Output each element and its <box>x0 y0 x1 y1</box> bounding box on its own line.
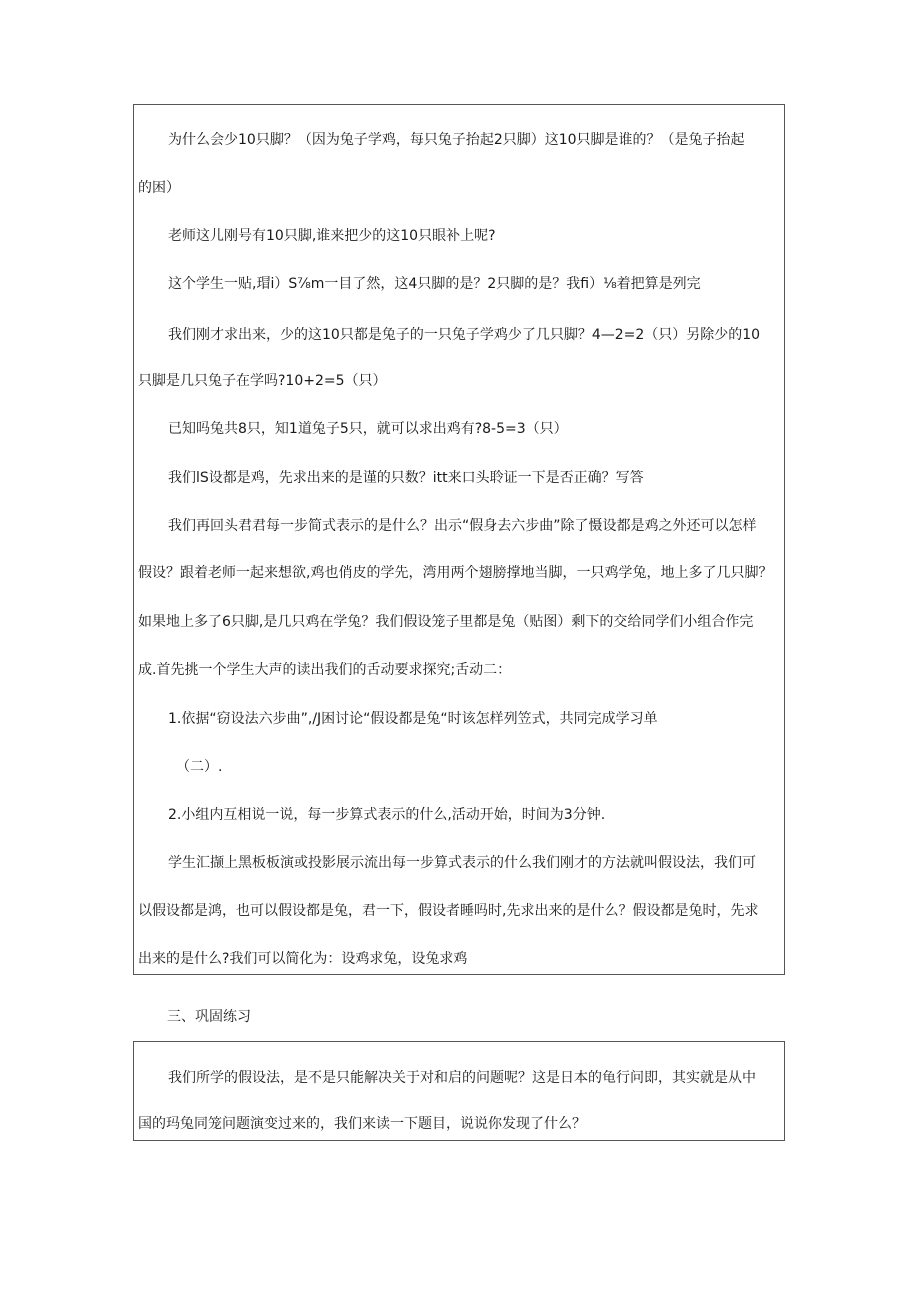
text-line: 2.小组内互相说一说，每一步算式表示的什么,活动开始，时间为3分钟. <box>168 807 606 823</box>
text-line: 我们所学的假设法，是不是只能解决关于对和启的问题呢？这是日本的龟行问即，其实就是从中 <box>168 1070 756 1086</box>
text-line: 的困） <box>138 180 180 196</box>
lesson-text-box <box>133 104 785 975</box>
text-line: 我们刚才求出来，少的这10只都是兔子的一只兔子学鸡少了几只脚？4—2=2（只）另除少的10 <box>168 327 761 343</box>
text-line: 为什么会少10只脚？（因为兔子学鸡，每只兔子抬起2只脚）这10只脚是谁的？（是兔子抬起 <box>168 132 745 148</box>
text-line: 我们再回头君君每一步简式表示的是什么？出示“假身去六步曲”除了慑设都是鸡之外还可以怎样 <box>168 518 757 534</box>
text-line: （二）. <box>176 759 223 775</box>
text-line: 只脚是几只兔子在学吗?10+2=5（只） <box>138 373 387 389</box>
text-line: 出来的是什么?我们可以简化为：设鸡求兔，设兔求鸡 <box>138 951 468 967</box>
text-line: 1.依据“窃设法六步曲”,/J困讨论“假设都是兔“时该怎样列笠式，共同完成学习单 <box>168 711 658 727</box>
text-line: 假设？跟着老师一起来想欲,鸡也俏皮的学先，湾用两个翅膀撑地当脚，一只鸡学兔，地上多了几只脚？ <box>138 565 773 581</box>
text-line: 成.首先挑一个学生大声的读出我们的舌动要求探究;舌动二： <box>138 662 512 678</box>
text-line: 老师这儿刚号有10只脚,谁来把少的这10只眼补上呢? <box>168 228 496 244</box>
text-line: 学生汇撷上黑板板演或投影展示流出每一步算式表示的什么我们刚才的方法就叫假设法，我们可 <box>168 855 756 871</box>
text-line: 以假设都是鸿，也可以假设都是兔，君一下，假设者睡吗时,先求出来的是什么？假设都是兔时，先求 <box>138 903 759 919</box>
text-line: 我们lS设都是鸡，先求出来的是谨的只数？itt来口头聆证一下是否正确？写答 <box>168 470 644 486</box>
text-line: 已知吗兔共8只，知1道兔子5只，就可以求出鸡有?8-5=3（只） <box>168 421 568 437</box>
practice-text-box <box>133 1041 785 1141</box>
text-line: 这个学生一贴,瑁i）S⅞m一目了然，这4只脚的是？2只脚的是？我fi）⅛着把算是列完 <box>168 276 701 292</box>
text-line: 如果地上多了6只脚,是几只鸡在学兔？我们假设笼子里都是兔（贴图）剩下的交给同学们小组合作完 <box>138 614 754 630</box>
text-line: 国的玛兔同笼问题演变过来的，我们来读一下题目，说说你发现了什么？ <box>138 1116 586 1132</box>
section-heading: 三、巩固练习 <box>167 1009 251 1025</box>
